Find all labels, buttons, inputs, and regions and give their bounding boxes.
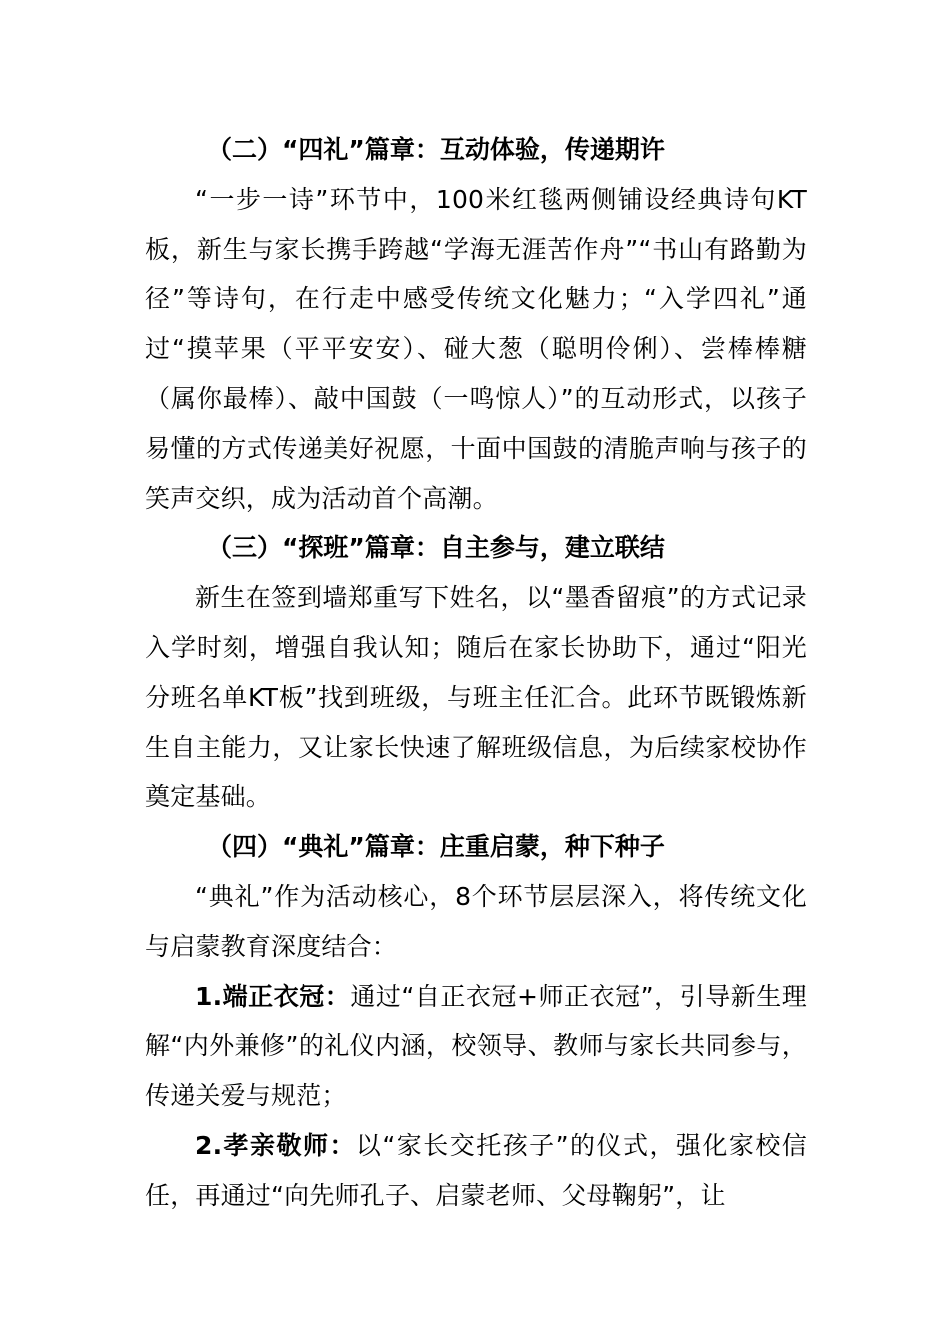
- list-item-1-lead: 1.端正衣冠：: [195, 981, 351, 1011]
- list-item-2-text: 以“家长交托孩子”的仪式，强化家校信任，再通过“向先师孔子、启蒙老师、父母鞠躬”，让: [145, 1130, 808, 1210]
- document-page: [145, 125, 807, 1221]
- section-4-intro-paragraph: “典礼”作为活动核心，8个环节层层深入，将传统文化与启蒙教育深度结合：: [145, 881, 807, 961]
- section-heading-2: （二）“四礼”篇章：互动体验，传递期许: [207, 135, 665, 164]
- section-heading-3: （三）“探班”篇章：自主参与，建立联结: [207, 533, 665, 563]
- section-heading-4: （四）“典礼”篇章：庄重启蒙，种下种子: [207, 832, 665, 862]
- section-3-paragraph: 新生在签到墙郑重写下姓名，以“墨香留痕”的方式记录入学时刻，增强自我认知；随后在家长协助下，通过“阳光分班名单KT板”找到班级，与班主任汇合。此环节既锻炼新生自主能力，又让家长快速了解班级信息，为后续家校协作奠定基础。: [145, 583, 807, 812]
- list-item-1-text: 通过“自正衣冠+师正衣冠”，引导新生理解“内外兼修”的礼仪内涵，校领导、教师与家长共同参与，传递关爱与规范；: [145, 981, 807, 1111]
- list-item-2: [145, 1121, 807, 1221]
- list-item-1: [145, 972, 807, 1121]
- section-2-paragraph: “一步一诗”环节中，100米红毯两侧铺设经典诗句KT板，新生与家长携手跨越“学海无涯苦作舟”“书山有路勤为径”等诗句，在行走中感受传统文化魅力；“入学四礼”通过“摸苹果（平平安安）、碰大葱（聪明伶俐）、尝棒棒糖（属你最棒）、敲中国鼓（一鸣惊人）”的互动形式，以孩子易懂的方式传递美好祝愿，十面中国鼓的清脆声响与孩子的笑声交织，成为活动首个高潮。: [145, 184, 807, 513]
- list-item-2-lead: 2.孝亲敬师：: [195, 1130, 356, 1160]
